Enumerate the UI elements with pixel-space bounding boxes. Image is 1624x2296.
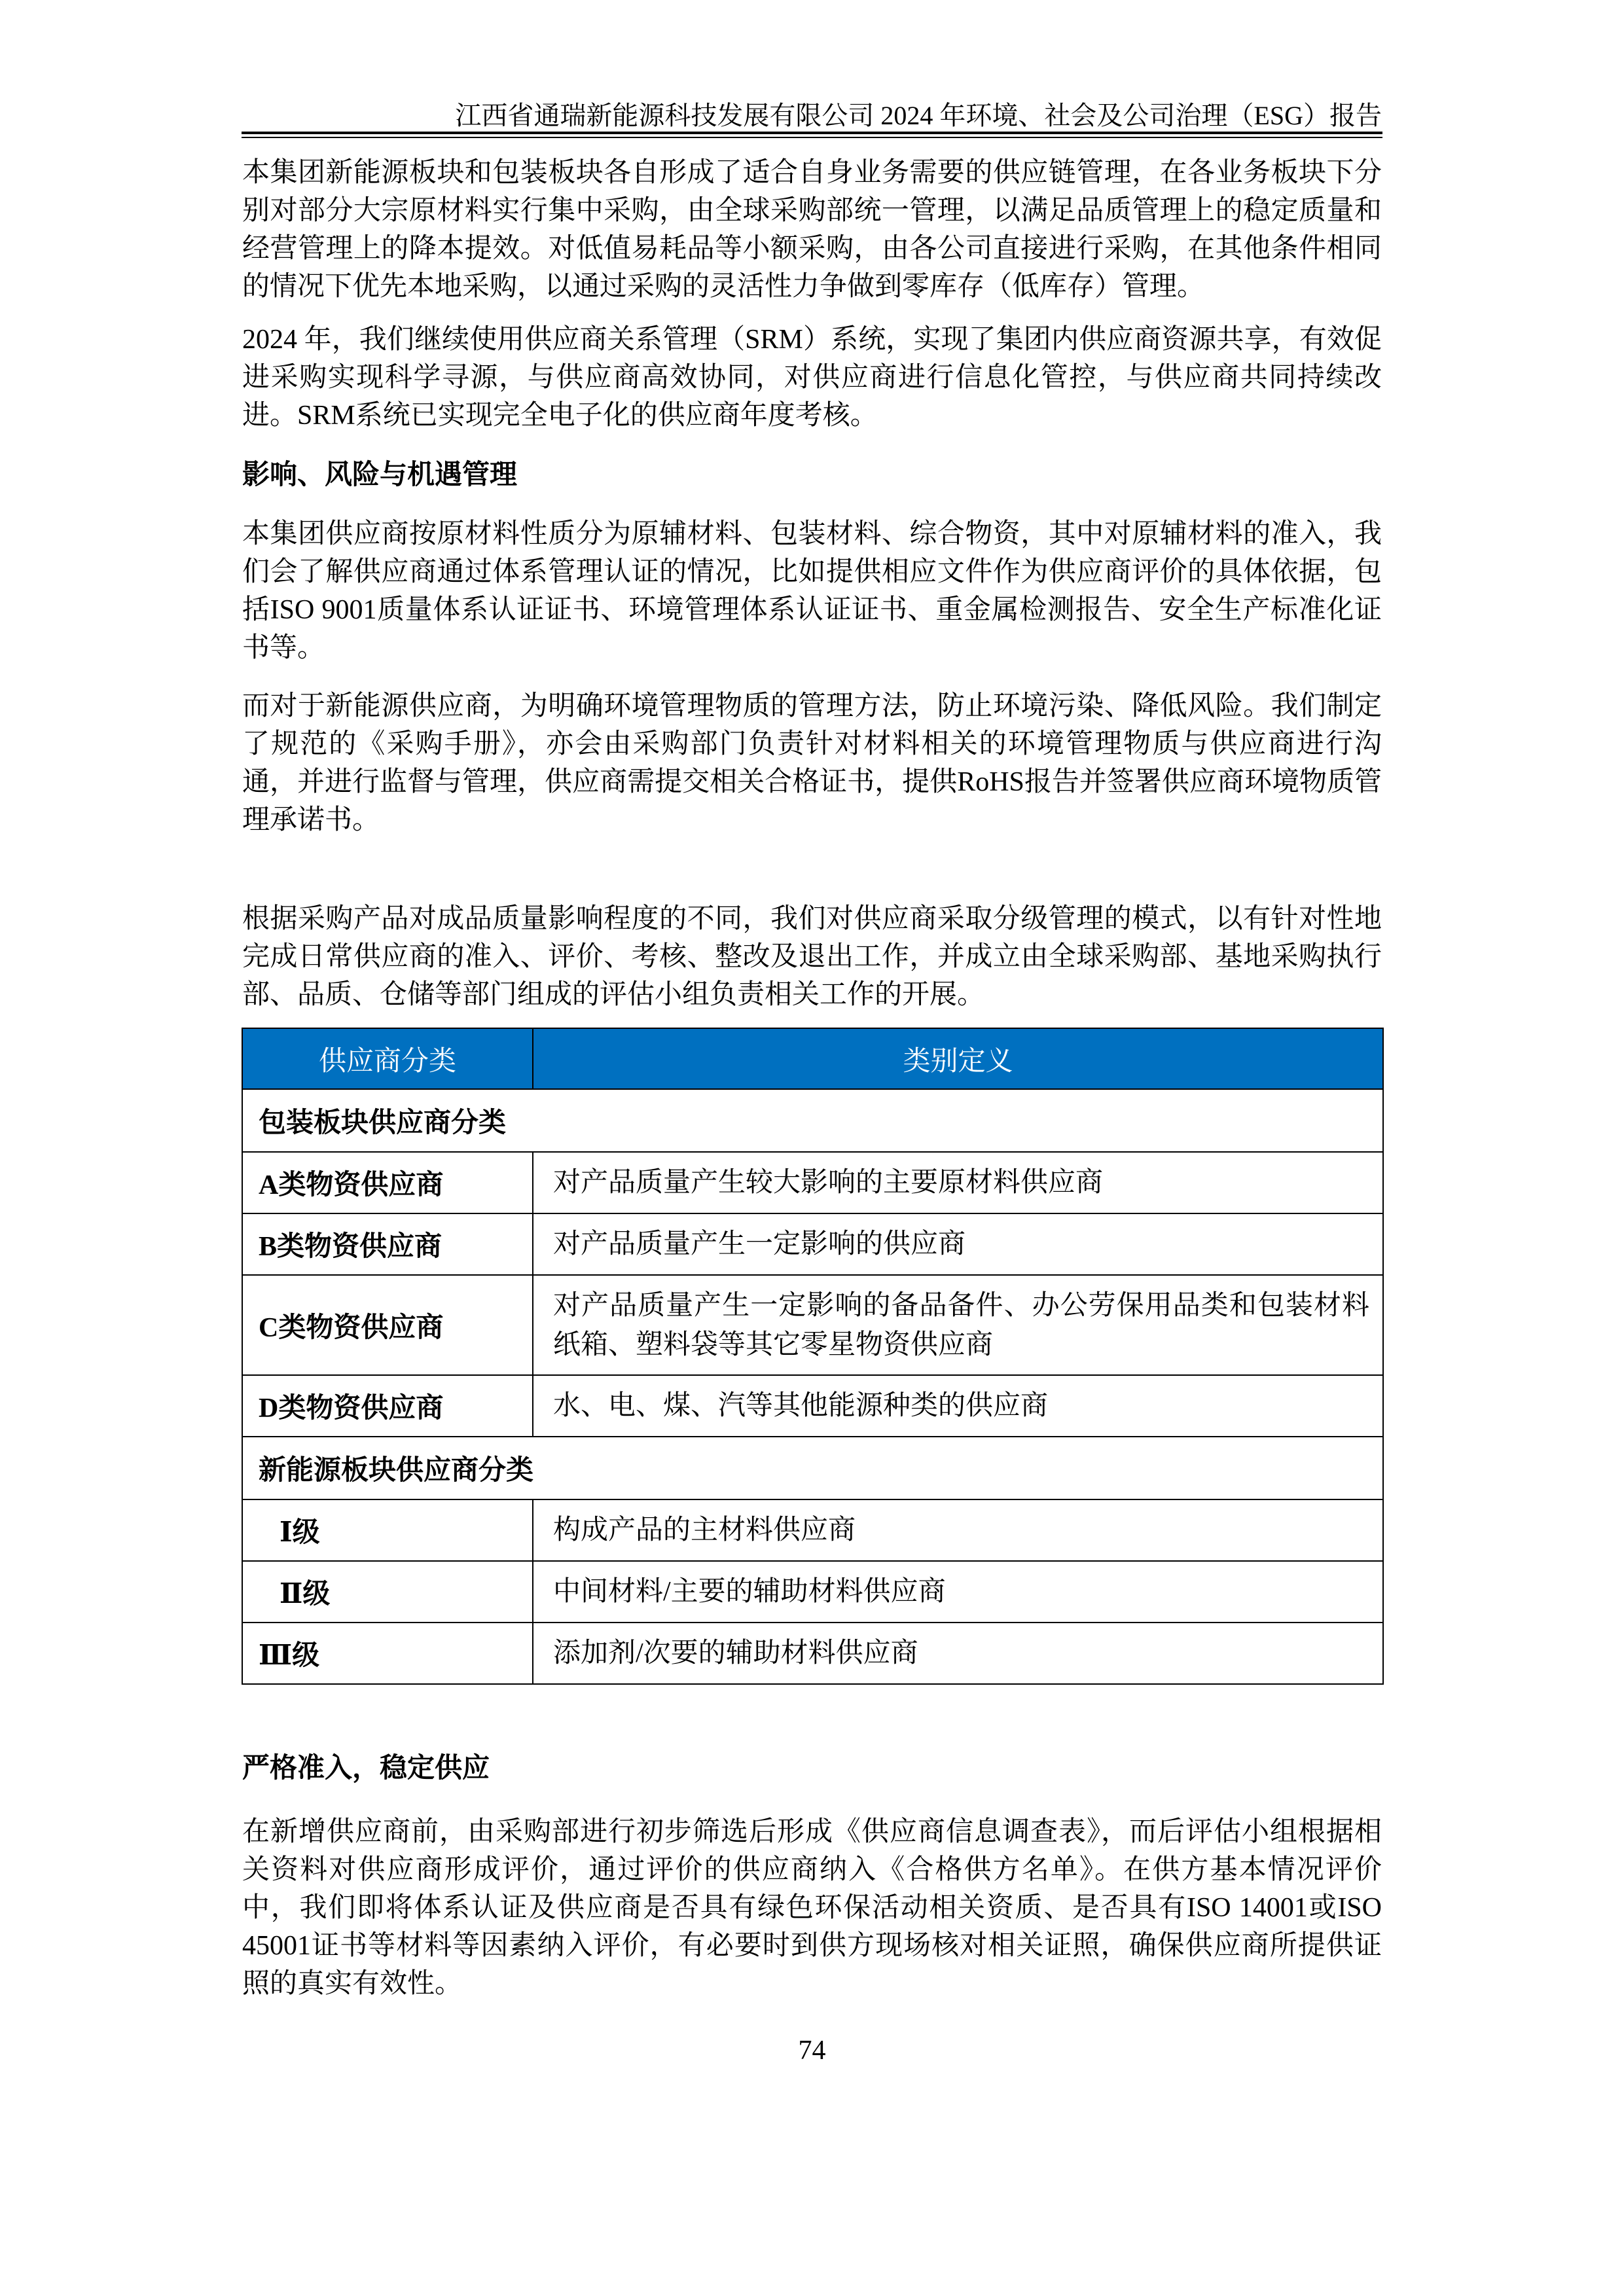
table-row-class-c: [242, 1275, 1383, 1375]
page-number: 74: [798, 2036, 826, 2066]
definition-cell: 对产品质量产生一定影响的供应商: [533, 1213, 1383, 1275]
definition-cell: 水、电、煤、汽等其他能源种类的供应商: [533, 1375, 1383, 1437]
table-row-class-a: [242, 1152, 1383, 1213]
table-header-cell-category: 供应商分类: [242, 1028, 533, 1089]
definition-cell: 中间材料/主要的辅助材料供应商: [533, 1561, 1383, 1623]
paragraph-supplier-admission: 在新增供应商前，由采购部进行初步筛选后形成《供应商信息调查表》，而后评估小组根据相关资料对供应商形成评价，通过评价的供应商纳入《合格供方名单》。在供方基本情况评价中，我们即将体系认证及供应商是否具有绿色环保活动相关资质、是否具有ISO 14001或ISO 45001证书等材料等因素纳入评价，有必要时到供方现场核对相关证照，确保供应商所提供证照的真实有效性。: [242, 1817, 1382, 1999]
category-cell: D类物资供应商: [242, 1375, 533, 1437]
header-rule: [242, 132, 1382, 138]
table-row-level-1: [242, 1499, 1383, 1561]
definition-cell: 对产品质量产生较大影响的主要原材料供应商: [533, 1152, 1383, 1213]
table-row-level-3: [242, 1623, 1383, 1684]
section-heading-impact-risk-opportunity: 影响、风险与机遇管理: [242, 460, 518, 490]
category-cell: Ⅲ级: [242, 1623, 533, 1684]
section-label: 新能源板块供应商分类: [242, 1437, 1383, 1499]
table-row-level-2: [242, 1561, 1383, 1623]
section-heading-strict-access: 严格准入，稳定供应: [242, 1753, 490, 1784]
category-cell: A类物资供应商: [242, 1152, 533, 1213]
table-row-class-b: [242, 1213, 1383, 1275]
supplier-classification-table: [242, 1028, 1384, 1685]
category-cell: Ⅱ级: [242, 1561, 533, 1623]
definition-cell: 对产品质量产生一定影响的备品备件、办公劳保用品类和包装材料纸箱、塑料袋等其它零星物资供应商: [533, 1275, 1383, 1375]
category-cell: C类物资供应商: [242, 1275, 533, 1375]
category-cell: Ⅰ级: [242, 1499, 533, 1561]
table-section-row-new-energy: [242, 1437, 1383, 1499]
paragraph-new-energy-suppliers: 而对于新能源供应商，为明确环境管理物质的管理方法，防止环境污染、降低风险。我们制定了规范的《采购手册》，亦会由采购部门负责针对材料相关的环境管理物质与供应商进行沟通，并进行监督与管理，供应商需提交相关合格证书，提供RoHS报告并签署供应商环境物质管理承诺书。: [242, 691, 1382, 835]
table-header-row: [242, 1028, 1383, 1089]
table-header-cell-definition: 类别定义: [533, 1028, 1383, 1089]
category-cell: B类物资供应商: [242, 1213, 533, 1275]
paragraph-grading-management: 根据采购产品对成品质量影响程度的不同，我们对供应商采取分级管理的模式，以有针对性地完成日常供应商的准入、评价、考核、整改及退出工作，并成立由全球采购部、基地采购执行部、品质、仓储等部门组成的评估小组负责相关工作的开展。: [242, 904, 1382, 1010]
section-label: 包装板块供应商分类: [242, 1089, 1383, 1152]
table-row-class-d: [242, 1375, 1383, 1437]
paragraph-supply-chain-overview: 本集团新能源板块和包装板块各自形成了适合自身业务需要的供应链管理，在各业务板块下分别对部分大宗原材料实行集中采购，由全球采购部统一管理，以满足品质管理上的稳定质量和经营管理上的降本提效。对低值易耗品等小额采购，由各公司直接进行采购，在其他条件相同的情况下优先本地采购，以通过采购的灵活性力争做到零库存（低库存）管理。: [242, 158, 1382, 302]
paragraph-srm-system: 2024 年，我们继续使用供应商关系管理（SRM）系统，实现了集团内供应商资源共享，有效促进采购实现科学寻源，与供应商高效协同，对供应商进行信息化管控，与供应商共同持续改进。SRM系统已实现完全电子化的供应商年度考核。: [242, 325, 1382, 431]
definition-cell: 构成产品的主材料供应商: [533, 1499, 1383, 1561]
table-section-row-packaging: [242, 1089, 1383, 1152]
paragraph-supplier-classification-intro: 本集团供应商按原材料性质分为原辅材料、包装材料、综合物资，其中对原辅材料的准入，我们会了解供应商通过体系管理认证的情况，比如提供相应文件作为供应商评价的具体依据，包括ISO 9001质量体系认证证书、环境管理体系认证证书、重金属检测报告、安全生产标准化证书等。: [242, 519, 1382, 663]
report-header-title: 江西省通瑞新能源科技发展有限公司 2024 年环境、社会及公司治理（ESG）报告: [455, 101, 1382, 130]
definition-cell: 添加剂/次要的辅助材料供应商: [533, 1623, 1383, 1684]
